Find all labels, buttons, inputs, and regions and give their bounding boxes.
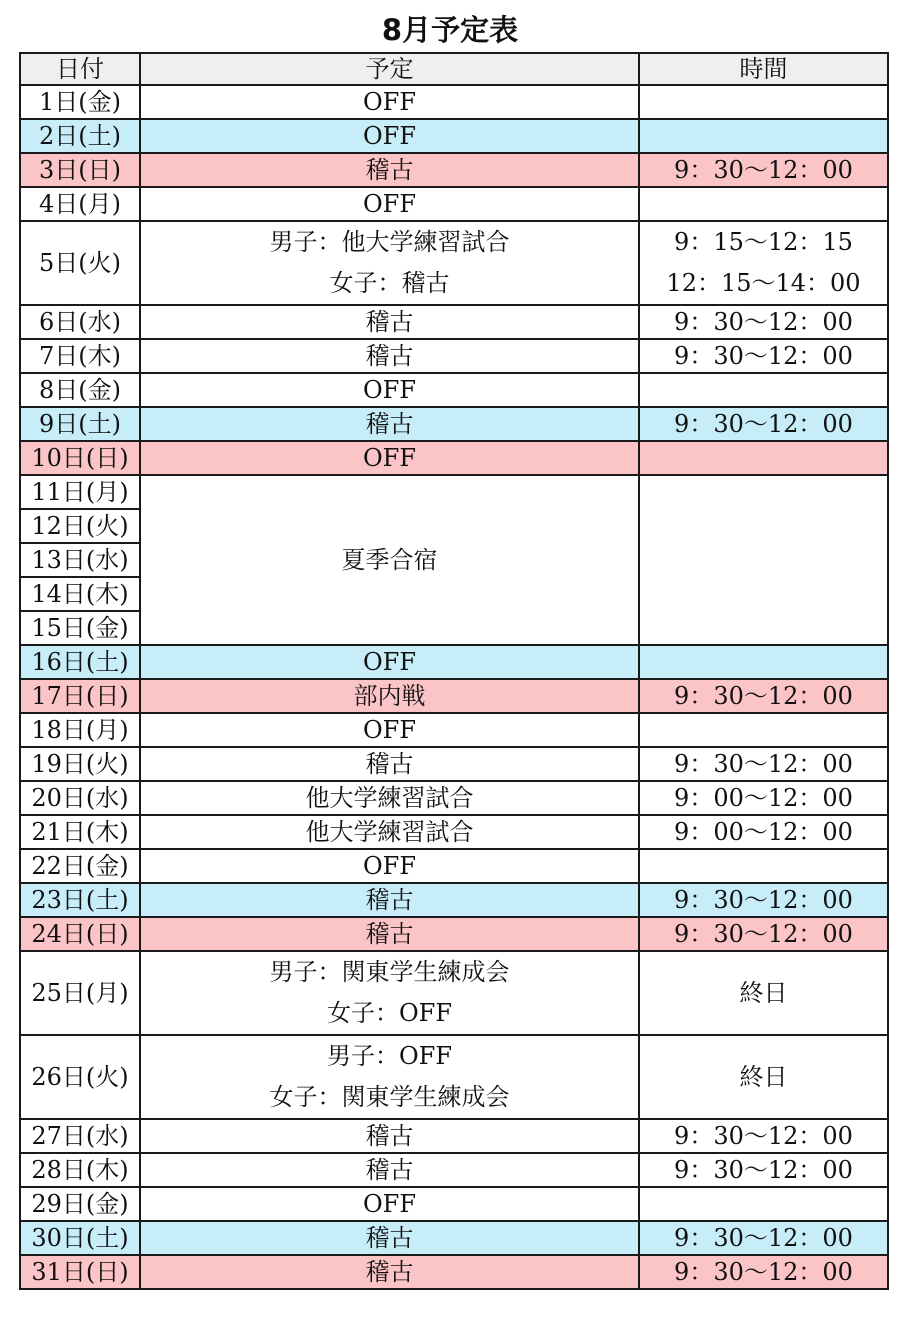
plan-cell: OFF	[140, 645, 639, 679]
table-row	[20, 475, 888, 509]
plan-cell: 稽古	[140, 1221, 639, 1255]
plan-cell: OFF	[140, 441, 639, 475]
time-cell: 9：30～12：00	[639, 339, 888, 373]
table-row	[20, 781, 888, 815]
date-cell: 7日(木)	[20, 339, 140, 373]
plan-cell: 稽古	[140, 339, 639, 373]
table-row	[20, 187, 888, 221]
plan-cell: OFF	[140, 187, 639, 221]
time-cell: 終日	[639, 1035, 888, 1119]
table-row	[20, 1221, 888, 1255]
date-cell: 15日(金)	[20, 611, 140, 645]
table-row	[20, 1119, 888, 1153]
date-cell: 10日(日)	[20, 441, 140, 475]
table-row	[20, 221, 888, 305]
date-cell: 12日(火)	[20, 509, 140, 543]
date-cell: 9日(土)	[20, 407, 140, 441]
page-title: 8月予定表	[381, 13, 519, 47]
date-cell: 19日(火)	[20, 747, 140, 781]
plan-line: 女子：OFF	[327, 999, 452, 1027]
time-cell: 9：30～12：00	[639, 679, 888, 713]
time-cell	[639, 645, 888, 679]
date-cell: 24日(日)	[20, 917, 140, 951]
time-cell: 9：00～12：00	[639, 781, 888, 815]
date-cell: 21日(木)	[20, 815, 140, 849]
time-cell: 9：30～12：00	[639, 917, 888, 951]
date-cell: 30日(土)	[20, 1221, 140, 1255]
date-cell: 17日(日)	[20, 679, 140, 713]
date-cell: 13日(水)	[20, 543, 140, 577]
date-cell: 8日(金)	[20, 373, 140, 407]
time-cell: 9：30～12：00	[639, 305, 888, 339]
plan-cell: 稽古	[140, 747, 639, 781]
header-row	[20, 53, 888, 85]
date-cell: 2日(土)	[20, 119, 140, 153]
time-cell: 9：30～12：00	[639, 1119, 888, 1153]
date-cell: 11日(月)	[20, 475, 140, 509]
plan-line: 男子：関東学生練成会	[269, 958, 510, 986]
plan-cell: 稽古	[140, 407, 639, 441]
plan-cell: OFF	[140, 713, 639, 747]
table-row	[20, 883, 888, 917]
date-cell: 22日(金)	[20, 849, 140, 883]
plan-cell	[140, 1035, 639, 1119]
date-cell: 27日(水)	[20, 1119, 140, 1153]
plan-line: 男子：OFF	[327, 1042, 452, 1070]
date-cell: 14日(木)	[20, 577, 140, 611]
table-row	[20, 679, 888, 713]
time-cell: 9：30～12：00	[639, 153, 888, 187]
time-cell	[639, 85, 888, 119]
time-line: 9：15～12：15	[674, 228, 853, 256]
time-cell: 9：30～12：00	[639, 1255, 888, 1289]
table-row	[20, 441, 888, 475]
plan-cell: OFF	[140, 85, 639, 119]
table-row	[20, 747, 888, 781]
time-cell	[639, 187, 888, 221]
time-cell: 9：00～12：00	[639, 815, 888, 849]
table-row	[20, 849, 888, 883]
date-cell: 23日(土)	[20, 883, 140, 917]
plan-cell: 稽古	[140, 917, 639, 951]
header-time: 時間	[639, 53, 888, 85]
plan-line: 女子：稽古	[329, 269, 450, 297]
time-cell	[639, 119, 888, 153]
table-row	[20, 917, 888, 951]
date-cell: 20日(水)	[20, 781, 140, 815]
merged-time-cell	[639, 475, 888, 645]
plan-cell: OFF	[140, 1187, 639, 1221]
time-cell	[639, 221, 888, 305]
table-row	[20, 1255, 888, 1289]
table-row	[20, 153, 888, 187]
table-row	[20, 407, 888, 441]
date-cell: 16日(土)	[20, 645, 140, 679]
plan-cell: 稽古	[140, 305, 639, 339]
time-cell	[639, 849, 888, 883]
time-cell: 9：30～12：00	[639, 1153, 888, 1187]
time-cell	[639, 441, 888, 475]
table-row	[20, 645, 888, 679]
time-cell	[639, 1187, 888, 1221]
date-cell: 26日(火)	[20, 1035, 140, 1119]
date-cell: 5日(火)	[20, 221, 140, 305]
time-cell	[639, 713, 888, 747]
plan-cell: 稽古	[140, 1153, 639, 1187]
time-cell: 9：30～12：00	[639, 883, 888, 917]
table-row	[20, 339, 888, 373]
table-row	[20, 1187, 888, 1221]
date-cell: 6日(水)	[20, 305, 140, 339]
time-cell	[639, 373, 888, 407]
table-row	[20, 119, 888, 153]
header-plan: 予定	[140, 53, 639, 85]
table-row	[20, 85, 888, 119]
plan-cell: 部内戦	[140, 679, 639, 713]
plan-cell: 稽古	[140, 1255, 639, 1289]
date-cell: 31日(日)	[20, 1255, 140, 1289]
time-cell: 9：30～12：00	[639, 407, 888, 441]
table-row	[20, 815, 888, 849]
date-cell: 1日(金)	[20, 85, 140, 119]
time-cell: 9：30～12：00	[639, 747, 888, 781]
date-cell: 25日(月)	[20, 951, 140, 1035]
plan-cell: 稽古	[140, 883, 639, 917]
header-date: 日付	[20, 53, 140, 85]
date-cell: 28日(木)	[20, 1153, 140, 1187]
plan-line: 男子：他大学練習試合	[269, 228, 510, 256]
plan-cell: 稽古	[140, 153, 639, 187]
date-cell: 4日(月)	[20, 187, 140, 221]
schedule-table	[19, 52, 889, 1290]
plan-cell: 稽古	[140, 1119, 639, 1153]
date-cell: 3日(日)	[20, 153, 140, 187]
time-cell: 9：30～12：00	[639, 1221, 888, 1255]
plan-cell: OFF	[140, 849, 639, 883]
time-line: 12：15～14：00	[666, 269, 861, 297]
table-row	[20, 373, 888, 407]
plan-cell: 他大学練習試合	[140, 781, 639, 815]
table-row	[20, 305, 888, 339]
table-row	[20, 1035, 888, 1119]
time-cell: 終日	[639, 951, 888, 1035]
table-row	[20, 713, 888, 747]
plan-cell: OFF	[140, 373, 639, 407]
plan-cell: 他大学練習試合	[140, 815, 639, 849]
plan-line: 女子：関東学生練成会	[269, 1083, 510, 1111]
table-row	[20, 1153, 888, 1187]
plan-cell: OFF	[140, 119, 639, 153]
plan-cell	[140, 951, 639, 1035]
date-cell: 18日(月)	[20, 713, 140, 747]
table-row	[20, 951, 888, 1035]
date-cell: 29日(金)	[20, 1187, 140, 1221]
merged-plan-cell: 夏季合宿	[140, 475, 639, 645]
plan-cell	[140, 221, 639, 305]
